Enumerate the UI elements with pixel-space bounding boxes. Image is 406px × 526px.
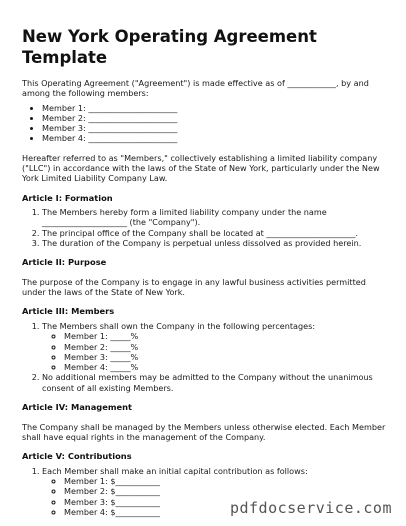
percentage-line: ◦ Member 4: _____%: [64, 362, 386, 372]
percentage-line: ◦ Member 1: _____%: [64, 331, 386, 341]
percentages-list: [42, 331, 386, 372]
hereafter-paragraph: Hereafter referred to as "Members," collectively establishing a limited liability company ("LLC") in accordance with the laws of the State of New York, particularly under the New York Limited Liability Company Law.: [22, 152, 380, 184]
contribution-line: ◦ Member 1: $___________: [64, 476, 386, 486]
article-1-item: 3. The duration of the Company is perpetual unless dissolved as provided herein.: [42, 238, 386, 248]
article-3-item-text: The Members shall own the Company in the following percentages:: [42, 320, 316, 331]
article-5-heading: Article V: Contributions: [22, 451, 132, 462]
contribution-line: ◦ Member 2: $___________: [64, 486, 386, 496]
article-1-item: 1. The Members hereby form a limited liability company under the name _____________________ (the "Company").: [42, 207, 386, 228]
contribution-line: ◦ Member 3: $___________: [64, 497, 386, 507]
article-3-item: [42, 321, 386, 372]
article-1-list: [22, 207, 386, 248]
article-3-list: [22, 321, 386, 393]
member-line: • Member 3: ______________________: [42, 123, 386, 133]
article-2-text: The purpose of the Company is to engage in any lawful business activities permitted under the laws of the State of New York.: [22, 276, 366, 298]
watermark: pdfdocservice.com: [229, 499, 392, 517]
article-2-heading: Article II: Purpose: [22, 257, 107, 268]
article-3-item: 2. No additional members may be admitted to the Company without the unanimous consent of all existing Members.: [42, 372, 386, 393]
article-4-text: The Company shall be managed by the Members unless otherwise elected. Each Member shall have equal rights in the management of the Company.: [22, 421, 386, 442]
intro-paragraph: This Operating Agreement ("Agreement") is made effective as of ____________, by and among the following members:: [22, 78, 369, 99]
article-1-heading: Article I: Formation: [22, 192, 113, 203]
member-line: • Member 1: ______________________: [42, 103, 386, 113]
percentage-line: ◦ Member 2: _____%: [64, 342, 386, 352]
article-4-heading: Article IV: Management: [22, 402, 133, 413]
article-1-item: 2. The principal office of the Company shall be located at ______________________.: [42, 228, 386, 238]
document-title: New York Operating Agreement Template: [22, 27, 317, 67]
contribution-line: ◦ Member 4: $___________: [64, 507, 386, 517]
article-5-item-text: Each Member shall make an initial capital contribution as follows:: [42, 465, 308, 476]
percentage-line: ◦ Member 3: _____%: [64, 352, 386, 362]
member-line: • Member 2: ______________________: [42, 113, 386, 123]
member-line: • Member 4: ______________________: [42, 133, 386, 143]
article-3-heading: Article III: Members: [22, 306, 115, 317]
document-page: [22, 26, 386, 517]
members-list: [22, 103, 386, 144]
